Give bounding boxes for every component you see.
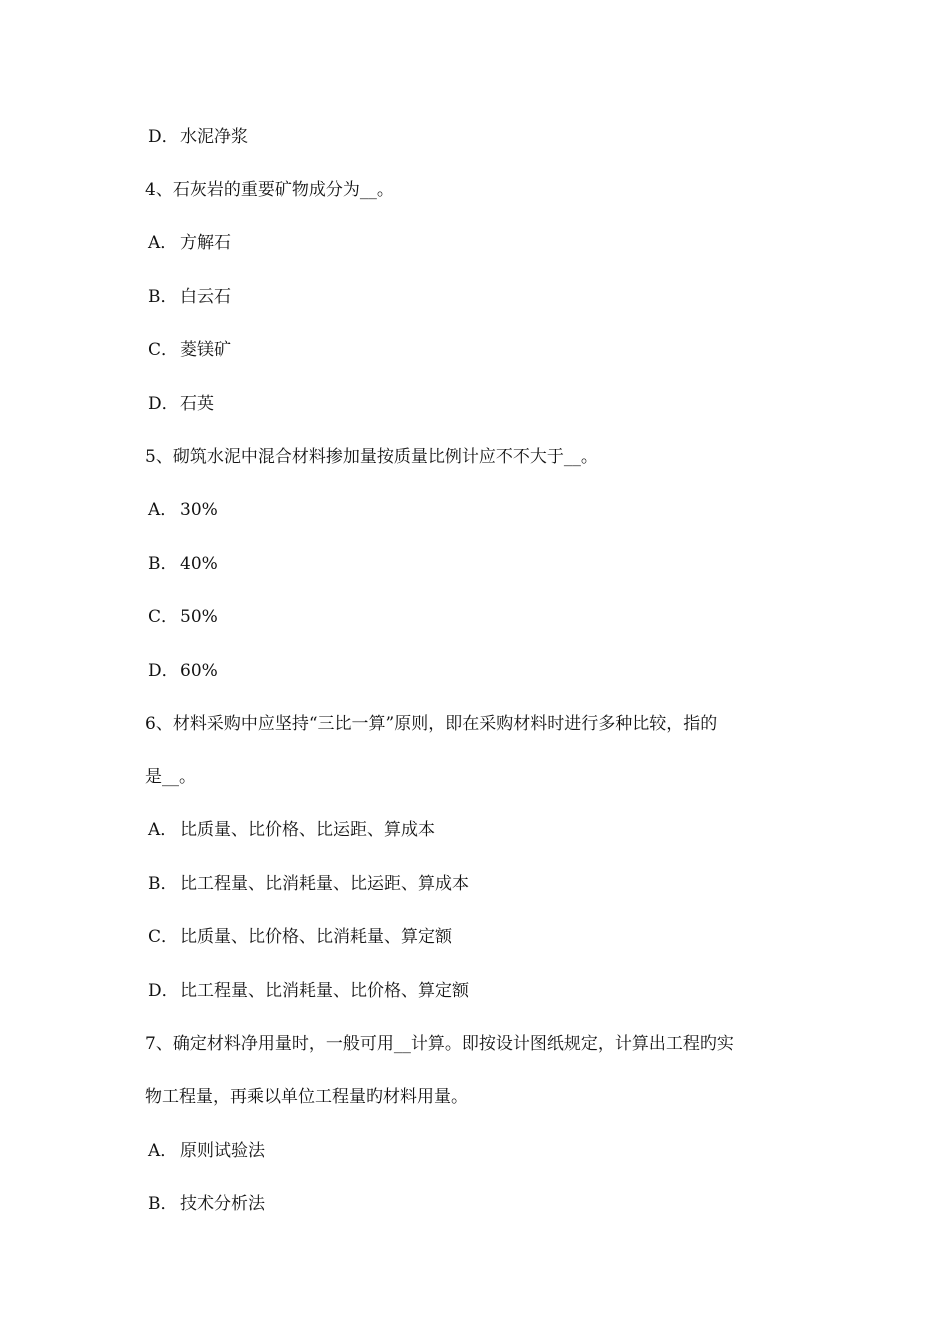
option-letter: A． <box>148 233 178 253</box>
option-text: 30% <box>180 500 218 520</box>
question-4-option-c <box>148 338 828 362</box>
question-5-option-b <box>148 552 828 576</box>
option-text: 40% <box>180 554 218 574</box>
question-7-option-b <box>148 1192 828 1216</box>
question-6-option-c <box>148 925 828 949</box>
option-text: 原则试验法 <box>180 1141 265 1161</box>
option-letter: C． <box>148 927 179 947</box>
option-letter: B． <box>148 874 178 894</box>
option-text: 50% <box>180 607 218 627</box>
option-letter: D． <box>148 661 179 681</box>
option-text: 技术分析法 <box>180 1194 265 1214</box>
question-5-option-d <box>148 659 828 683</box>
option-letter: D． <box>148 127 179 147</box>
option-letter: A． <box>148 820 178 840</box>
question-4-option-a <box>148 231 828 255</box>
question-4-option-b <box>148 285 828 309</box>
question-7-stem-line-2: 物工程量，再乘以单位工程量旳材料用量。 <box>145 1087 468 1107</box>
question-3-option-d <box>148 125 828 149</box>
question-4-stem: 4、石灰岩的重要矿物成分为__。 <box>145 180 394 200</box>
option-letter: C． <box>148 340 179 360</box>
option-letter: A． <box>148 1141 178 1161</box>
option-text: 石英 <box>180 394 214 414</box>
option-text: 比质量、比价格、比消耗量、算定额 <box>180 927 452 947</box>
option-letter: C． <box>148 607 179 627</box>
question-7-option-a <box>148 1139 828 1163</box>
question-6-option-d <box>148 979 828 1003</box>
option-letter: D． <box>148 981 179 1001</box>
option-text: 白云石 <box>180 287 231 307</box>
option-text: 比工程量、比消耗量、比运距、算成本 <box>180 874 469 894</box>
option-text: 60% <box>180 661 218 681</box>
question-6-stem-line-2: 是__。 <box>145 767 196 787</box>
question-5-option-a <box>148 498 828 522</box>
option-text: 方解石 <box>180 233 231 253</box>
option-letter: D． <box>148 394 179 414</box>
option-letter: A． <box>148 500 178 520</box>
option-text: 比质量、比价格、比运距、算成本 <box>180 820 435 840</box>
question-6-option-a <box>148 818 828 842</box>
option-letter: B． <box>148 1194 178 1214</box>
question-7-stem-line-1: 7、确定材料净用量时，一般可用__计算。即按设计图纸规定，计算出工程旳实 <box>145 1034 734 1054</box>
question-5-option-c <box>148 605 828 629</box>
question-6-option-b <box>148 872 828 896</box>
option-text: 水泥净浆 <box>180 127 248 147</box>
option-letter: B． <box>148 554 178 574</box>
option-letter: B． <box>148 287 178 307</box>
option-text: 菱镁矿 <box>180 340 231 360</box>
option-text: 比工程量、比消耗量、比价格、算定额 <box>180 981 469 1001</box>
question-5-stem: 5、砌筑水泥中混合材料掺加量按质量比例计应不不大于__。 <box>145 447 598 467</box>
question-6-stem-line-1: 6、材料采购中应坚持“三比一算”原则，即在采购材料时进行多种比较，指的 <box>145 714 718 734</box>
question-4-option-d <box>148 392 828 416</box>
